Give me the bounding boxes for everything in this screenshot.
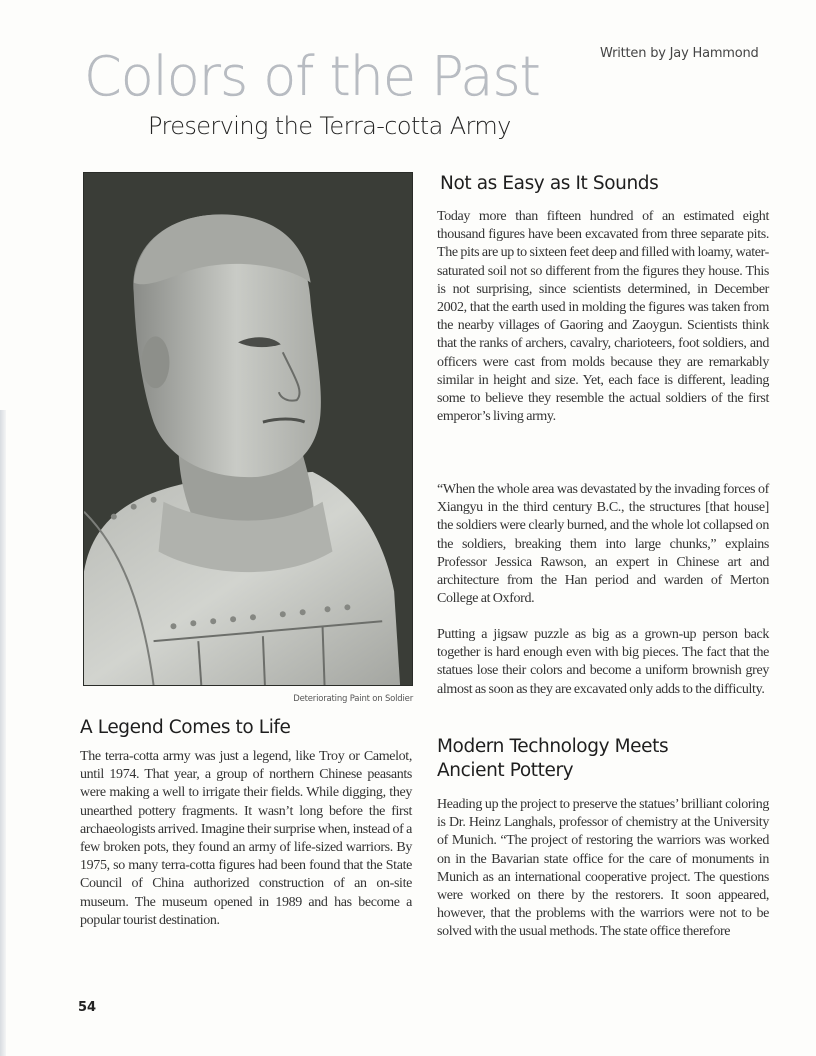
- section-heading-not-easy: Not as Easy as It Sounds: [440, 173, 659, 194]
- paragraph: Putting a jigsaw puzzle as big as a grown-up person back together is hard enough even with big pieces. The fact that the statues lose their colors and become a uniform brownish grey almost as soon as they are excavated only adds to the difficulty.: [437, 627, 769, 697]
- section-heading-modern-tech: [437, 735, 668, 783]
- byline: Written by Jay Hammond: [600, 46, 759, 61]
- section-heading-legend: A Legend Comes to Life: [80, 717, 291, 738]
- heading-line: Ancient Pottery: [437, 760, 574, 781]
- photo-caption: Deteriorating Paint on Soldier: [293, 694, 413, 704]
- paragraph: The terra-cotta army was just a legend, like Troy or Camelot, until 1974. That year, a group of northern Chinese peasants were making a well to irrigate their fields. While digging, they unearthed pottery fragments. It wasn’t long before the first archaeologists arrived. Imagine their surprise when, instead of a few broken pots, they found an army of life-sized warriors. By 1975, so many terra-cotta figures had been found that the State Council of China authorized construction of an on-site museum. The museum opened in 1989 and has become a popular tourist destination.: [80, 749, 412, 928]
- paragraph: Heading up the project to preserve the statues’ brilliant coloring is Dr. Heinz Langhals, professor of chemistry at the University of Munich. “The project of restoring the warriors was worked on in the Bavarian state office for the care of monuments in Munich as an international cooperative project. The questions were worked on there by the restorers. It soon appeared, however, that the problems with the warriors were not to be solved with the usual methods. The state office therefore: [437, 797, 769, 940]
- page-edge-shadow: [0, 410, 6, 1056]
- page-number: 54: [78, 1000, 97, 1015]
- article-title: Colors of the Past: [84, 45, 540, 108]
- soldier-illustration: [84, 173, 412, 685]
- paragraph: “When the whole area was devastated by the invading forces of Xiangyu in the third century B.C., the structures [that house] the soldiers were clearly burned, and the whole lot collapsed on the soldiers, breaking them into large chunks,” explains Professor Jessica Rawson, an expert in Chinese art and architecture from the Han period and warden of Merton College at Oxford.: [437, 482, 769, 607]
- heading-line: Modern Technology Meets: [437, 736, 669, 757]
- article-subtitle: Preserving the Terra-cotta Army: [148, 112, 511, 140]
- soldier-photo: [83, 172, 413, 686]
- paragraph: Today more than fifteen hundred of an estimated eight thousand figures have been excavated from three separate pits. The pits are up to sixteen feet deep and filled with loamy, water-saturated soil not so different from the figures they house. This is not surprising, since scientists determined, in December 2002, that the earth used in molding the figures was taken from the nearby villages of Gaoring and Zaoygun. Scientists think that the ranks of archers, cavalry, charioteers, foot soldiers, and officers were cast from molds because they are remarkably similar in height and size. Yet, each face is different, leading some to believe they resemble the actual soldiers of the first emperor’s living army.: [437, 209, 769, 425]
